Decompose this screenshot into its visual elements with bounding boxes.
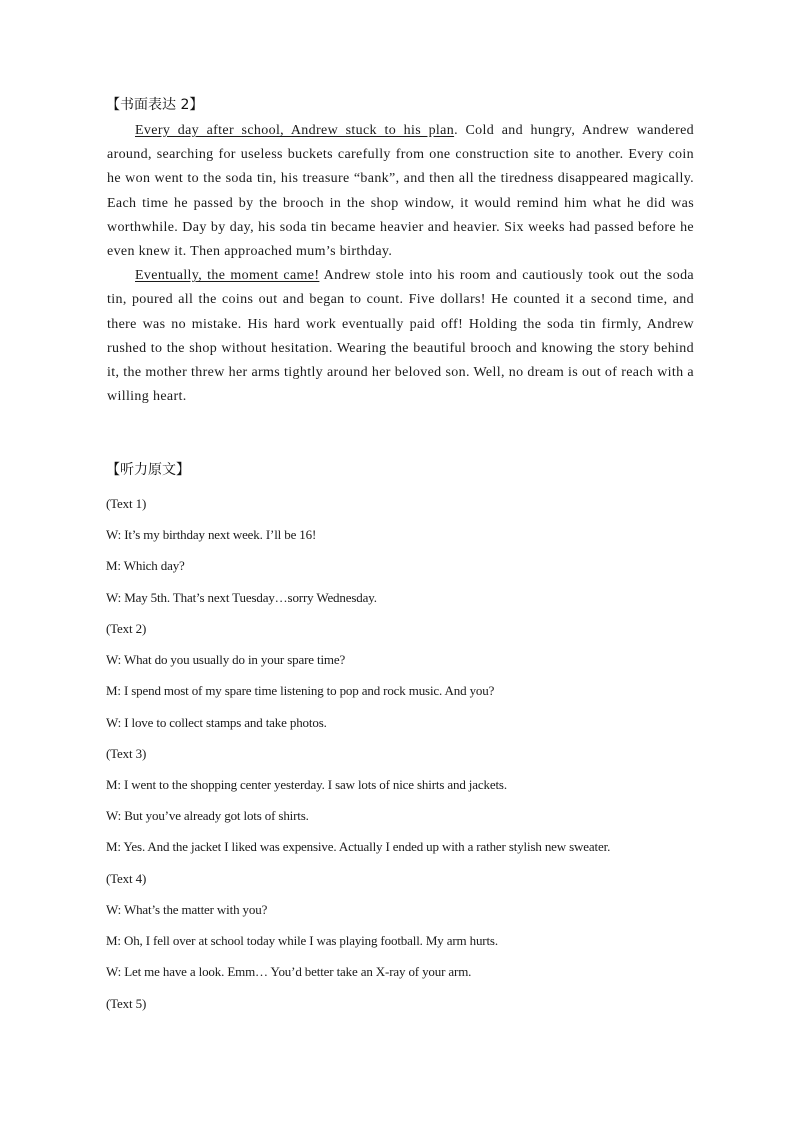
paragraph-text: . Cold and hungry, Andrew wandered around, searching for useless buckets carefully from one construction site to another. Every coin he won went to the soda tin, his treasure “bank”, and then all the tiredness disappeared magically. Each time he passed by the brooch in the shop window, it would remind him what he did was worthwhile. Day by day, his soda tin became heavier and heavier. Six weeks had passed before he even knew it. Then approached mum’s birthday. (107, 123, 694, 260)
transcript-line: W: Let me have a look. Emm… You’d better take an X-ray of your arm. (106, 964, 472, 979)
listening-section-heading: 【听力原文】 (106, 462, 190, 478)
transcript-line: M: Which day? (106, 558, 185, 573)
writing-section-heading: 【书面表达 2】 (106, 97, 204, 113)
transcript-line: M: I went to the shopping center yesterday. I saw lots of nice shirts and jackets. (106, 777, 507, 792)
transcript-line: (Text 5) (106, 996, 147, 1011)
essay-body (107, 119, 694, 409)
transcript-line: (Text 1) (106, 496, 147, 511)
essay-paragraph-2 (107, 264, 694, 409)
transcript-line: W: I love to collect stamps and take photos. (106, 715, 327, 730)
transcript-line: M: Yes. And the jacket I liked was expensive. Actually I ended up with a rather stylish new sweater. (106, 839, 611, 854)
topic-sentence-underlined: Eventually, the moment came! (135, 268, 320, 284)
paragraph-text: Andrew stole into his room and cautiously took out the soda tin, poured all the coins out and began to count. Five dollars! He counted it a second time, and there was no mistake. His hard work eventually paid off! Holding the soda tin firmly, Andrew rushed to the shop without hesitation. Wearing the beautiful brooch and knowing the story behind it, the mother threw her arms tightly around her beloved son. Well, no dream is out of reach with a willing heart. (107, 268, 694, 405)
transcript-line: M: I spend most of my spare time listening to pop and rock music. And you? (106, 683, 495, 698)
transcript-line: W: But you’ve already got lots of shirts. (106, 808, 309, 823)
transcript-line: M: Oh, I fell over at school today while I was playing football. My arm hurts. (106, 933, 498, 948)
transcript-line: W: May 5th. That’s next Tuesday…sorry Wednesday. (106, 590, 377, 605)
transcript-line: (Text 2) (106, 621, 147, 636)
essay-paragraph-1 (107, 119, 694, 264)
topic-sentence-underlined: Every day after school, Andrew stuck to his plan (135, 123, 455, 138)
transcript-line: W: What do you usually do in your spare time? (106, 652, 346, 667)
transcript-line: W: It’s my birthday next week. I’ll be 16! (106, 527, 317, 542)
transcript-line: W: What’s the matter with you? (106, 902, 268, 917)
transcript-line: (Text 4) (106, 871, 147, 886)
transcript-line: (Text 3) (106, 746, 147, 761)
